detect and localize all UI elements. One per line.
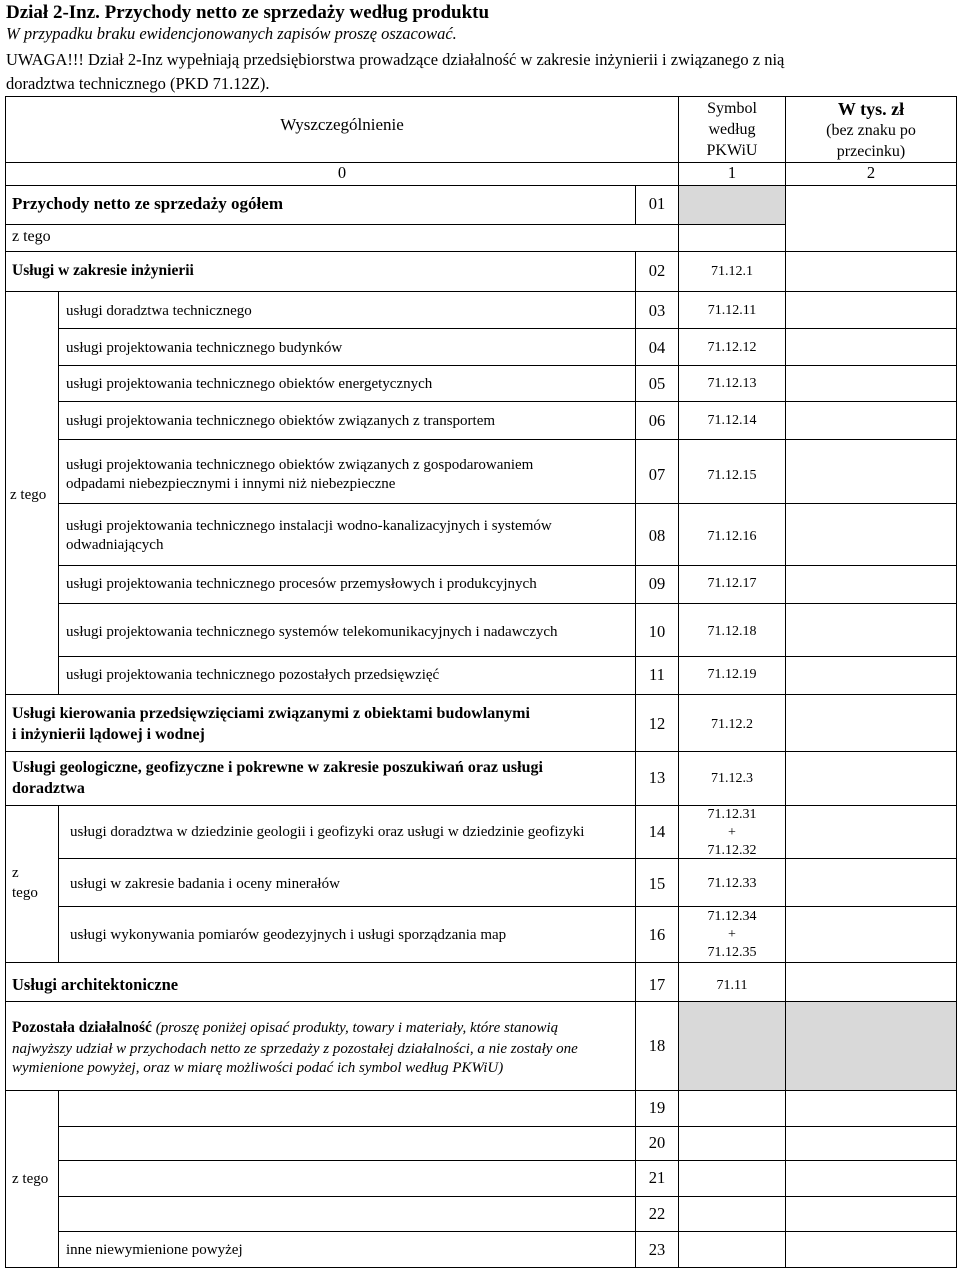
- row-14-number: 14: [648, 822, 666, 841]
- row-14-label: usługi doradztwa w dziedzinie geologii i geofizyki oraz usługi w dziedzinie geofizyki: [70, 824, 585, 840]
- row-07-label-line1: usługi projektowania technicznego obiektów związanych z gospodarowaniem: [66, 457, 534, 473]
- column-header-symbol-line1: Symbol: [707, 100, 757, 117]
- z-tego-group-label: z tego: [10, 487, 47, 503]
- shaded-cell-01-symbol: [678, 186, 785, 224]
- row-17-number: 17: [648, 975, 666, 994]
- column-header-symbol-line3: PKWiU: [706, 142, 758, 159]
- z-tego-group2-label-line1: z: [12, 865, 19, 881]
- row-07-symbol: 71.12.15: [707, 468, 757, 483]
- shaded-cell-18: [678, 1001, 956, 1091]
- row-21-number: 21: [648, 1168, 666, 1187]
- row-18-label-line2: najwyższy udział w przychodach netto ze sprzedaży z pozostałej działalności, a nie zostały one: [12, 1041, 578, 1057]
- warning-note-line2: doradztwa technicznego (PKD 71.12Z).: [6, 74, 270, 93]
- row-16-symbol-line2: +: [728, 927, 736, 942]
- row-14-symbol-line1: 71.12.31: [707, 807, 757, 822]
- row-18-label-line1: [12, 1019, 558, 1037]
- z-tego-group2-label-line2: tego: [12, 885, 38, 901]
- row-16-number: 16: [648, 925, 666, 944]
- row-17-symbol: 71.11: [716, 978, 748, 993]
- row-08-number: 08: [648, 526, 666, 545]
- row-06-label: usługi projektowania technicznego obiektów związanych z transportem: [66, 413, 496, 429]
- row-18-label-rest: (proszę poniżej opisać produkty, towary i materiały, które stanowią: [151, 1020, 559, 1036]
- row-18-number: 18: [648, 1036, 666, 1055]
- row-06-number: 06: [648, 411, 666, 430]
- row-16-symbol-line1: 71.12.34: [707, 909, 757, 924]
- row-11-symbol: 71.12.19: [707, 667, 757, 682]
- row-08-label-line1: usługi projektowania technicznego instalacji wodno-kanalizacyjnych i systemów: [66, 518, 552, 534]
- row-11-number: 11: [649, 665, 665, 684]
- row-14-symbol-line2: +: [728, 825, 736, 840]
- column-header-value-line2: (bez znaku po: [826, 122, 916, 139]
- row-12-label-line1: Usługi kierowania przedsięwzięciami związanymi z obiektami budowlanymi: [12, 705, 530, 722]
- row-18-label-bold: Pozostała działalność: [12, 1019, 152, 1036]
- z-tego-group3-label: z tego: [12, 1171, 49, 1187]
- row-16-label: usługi wykonywania pomiarów geodezyjnych i usługi sporządzania map: [70, 927, 507, 943]
- row-12-label-line2: i inżynierii lądowej i wodnej: [12, 726, 205, 743]
- row-08-label-line2: odwadniających: [66, 537, 164, 553]
- row-13-label-line2: doradztwa: [12, 780, 85, 797]
- row-09-symbol: 71.12.17: [707, 576, 757, 591]
- row-15-symbol: 71.12.33: [707, 876, 757, 891]
- row-13-number: 13: [648, 768, 666, 787]
- row-06-symbol: 71.12.14: [707, 413, 757, 428]
- row-23-label: inne niewymienione powyżej: [66, 1242, 243, 1258]
- column-header-value-line3: przecinku): [836, 143, 906, 160]
- row-13-symbol: 71.12.3: [711, 771, 753, 786]
- row-08-symbol: 71.12.16: [707, 529, 757, 544]
- row-09-number: 09: [648, 574, 666, 593]
- row-16-symbol-line3: 71.12.35: [707, 945, 757, 960]
- row-01-label: Przychody netto ze sprzedaży ogółem: [12, 194, 283, 213]
- row-04-label: usługi projektowania technicznego budynków: [66, 340, 343, 356]
- row-03-label: usługi doradztwa technicznego: [66, 303, 252, 319]
- row-07-label-line2: odpadami niebezpiecznymi i innymi niż niebezpieczne: [66, 476, 396, 492]
- column-header-description: Wyszczególnienie: [280, 115, 404, 134]
- row-10-number: 10: [648, 622, 666, 641]
- row-05-number: 05: [648, 374, 666, 393]
- row-10-label: usługi projektowania technicznego systemów telekomunikacyjnych i nadawczych: [66, 624, 558, 640]
- row-04-symbol: 71.12.12: [707, 340, 757, 355]
- row-12-number: 12: [648, 714, 666, 733]
- z-tego-label: z tego: [12, 228, 51, 245]
- row-15-label: usługi w zakresie badania i oceny minerałów: [70, 876, 340, 892]
- row-11-label: usługi projektowania technicznego pozostałych przedsięwzięć: [66, 667, 440, 683]
- row-03-number: 03: [648, 301, 666, 320]
- row-05-label: usługi projektowania technicznego obiektów energetycznych: [66, 376, 433, 392]
- row-14-symbol-line3: 71.12.32: [707, 843, 757, 858]
- row-02-number: 02: [648, 261, 666, 280]
- column-number-0: 0: [337, 163, 347, 182]
- column-header-value-line1: W tys. zł: [837, 99, 905, 119]
- row-02-label: Usługi w zakresie inżynierii: [12, 262, 194, 279]
- row-03-symbol: 71.12.11: [707, 303, 757, 318]
- row-09-label: usługi projektowania technicznego procesów przemysłowych i produkcyjnych: [66, 576, 537, 592]
- row-02-symbol: 71.12.1: [711, 264, 753, 279]
- row-07-number: 07: [648, 465, 666, 484]
- row-22-number: 22: [648, 1204, 666, 1223]
- row-12-symbol: 71.12.2: [711, 717, 753, 732]
- row-18-label-line3: wymienione powyżej, oraz w miarę możliwości podać ich symbol według PKWiU): [12, 1060, 504, 1076]
- row-10-symbol: 71.12.18: [707, 624, 757, 639]
- row-23-number: 23: [648, 1240, 666, 1259]
- warning-note-line1: UWAGA!!! Dział 2-Inz wypełniają przedsiębiorstwa prowadzące działalność w zakresie inżynierii i związanego z nią: [6, 50, 785, 69]
- section-subtitle: W przypadku braku ewidencjonowanych zapisów proszę oszacować.: [6, 24, 457, 43]
- column-header-symbol-line2: według: [708, 121, 756, 138]
- row-15-number: 15: [648, 874, 666, 893]
- column-number-2: 2: [866, 163, 876, 182]
- row-17-label: Usługi architektoniczne: [12, 975, 179, 994]
- section-title: Dział 2-Inz. Przychody netto ze sprzedaży według produktu: [6, 2, 490, 23]
- row-20-number: 20: [648, 1133, 666, 1152]
- row-05-symbol: 71.12.13: [707, 376, 757, 391]
- row-19-number: 19: [648, 1098, 666, 1117]
- row-01-number: 01: [648, 194, 666, 213]
- row-04-number: 04: [648, 338, 666, 357]
- row-13-label-line1: Usługi geologiczne, geofizyczne i pokrewne w zakresie poszukiwań oraz usługi: [12, 759, 543, 776]
- column-number-1: 1: [727, 163, 737, 182]
